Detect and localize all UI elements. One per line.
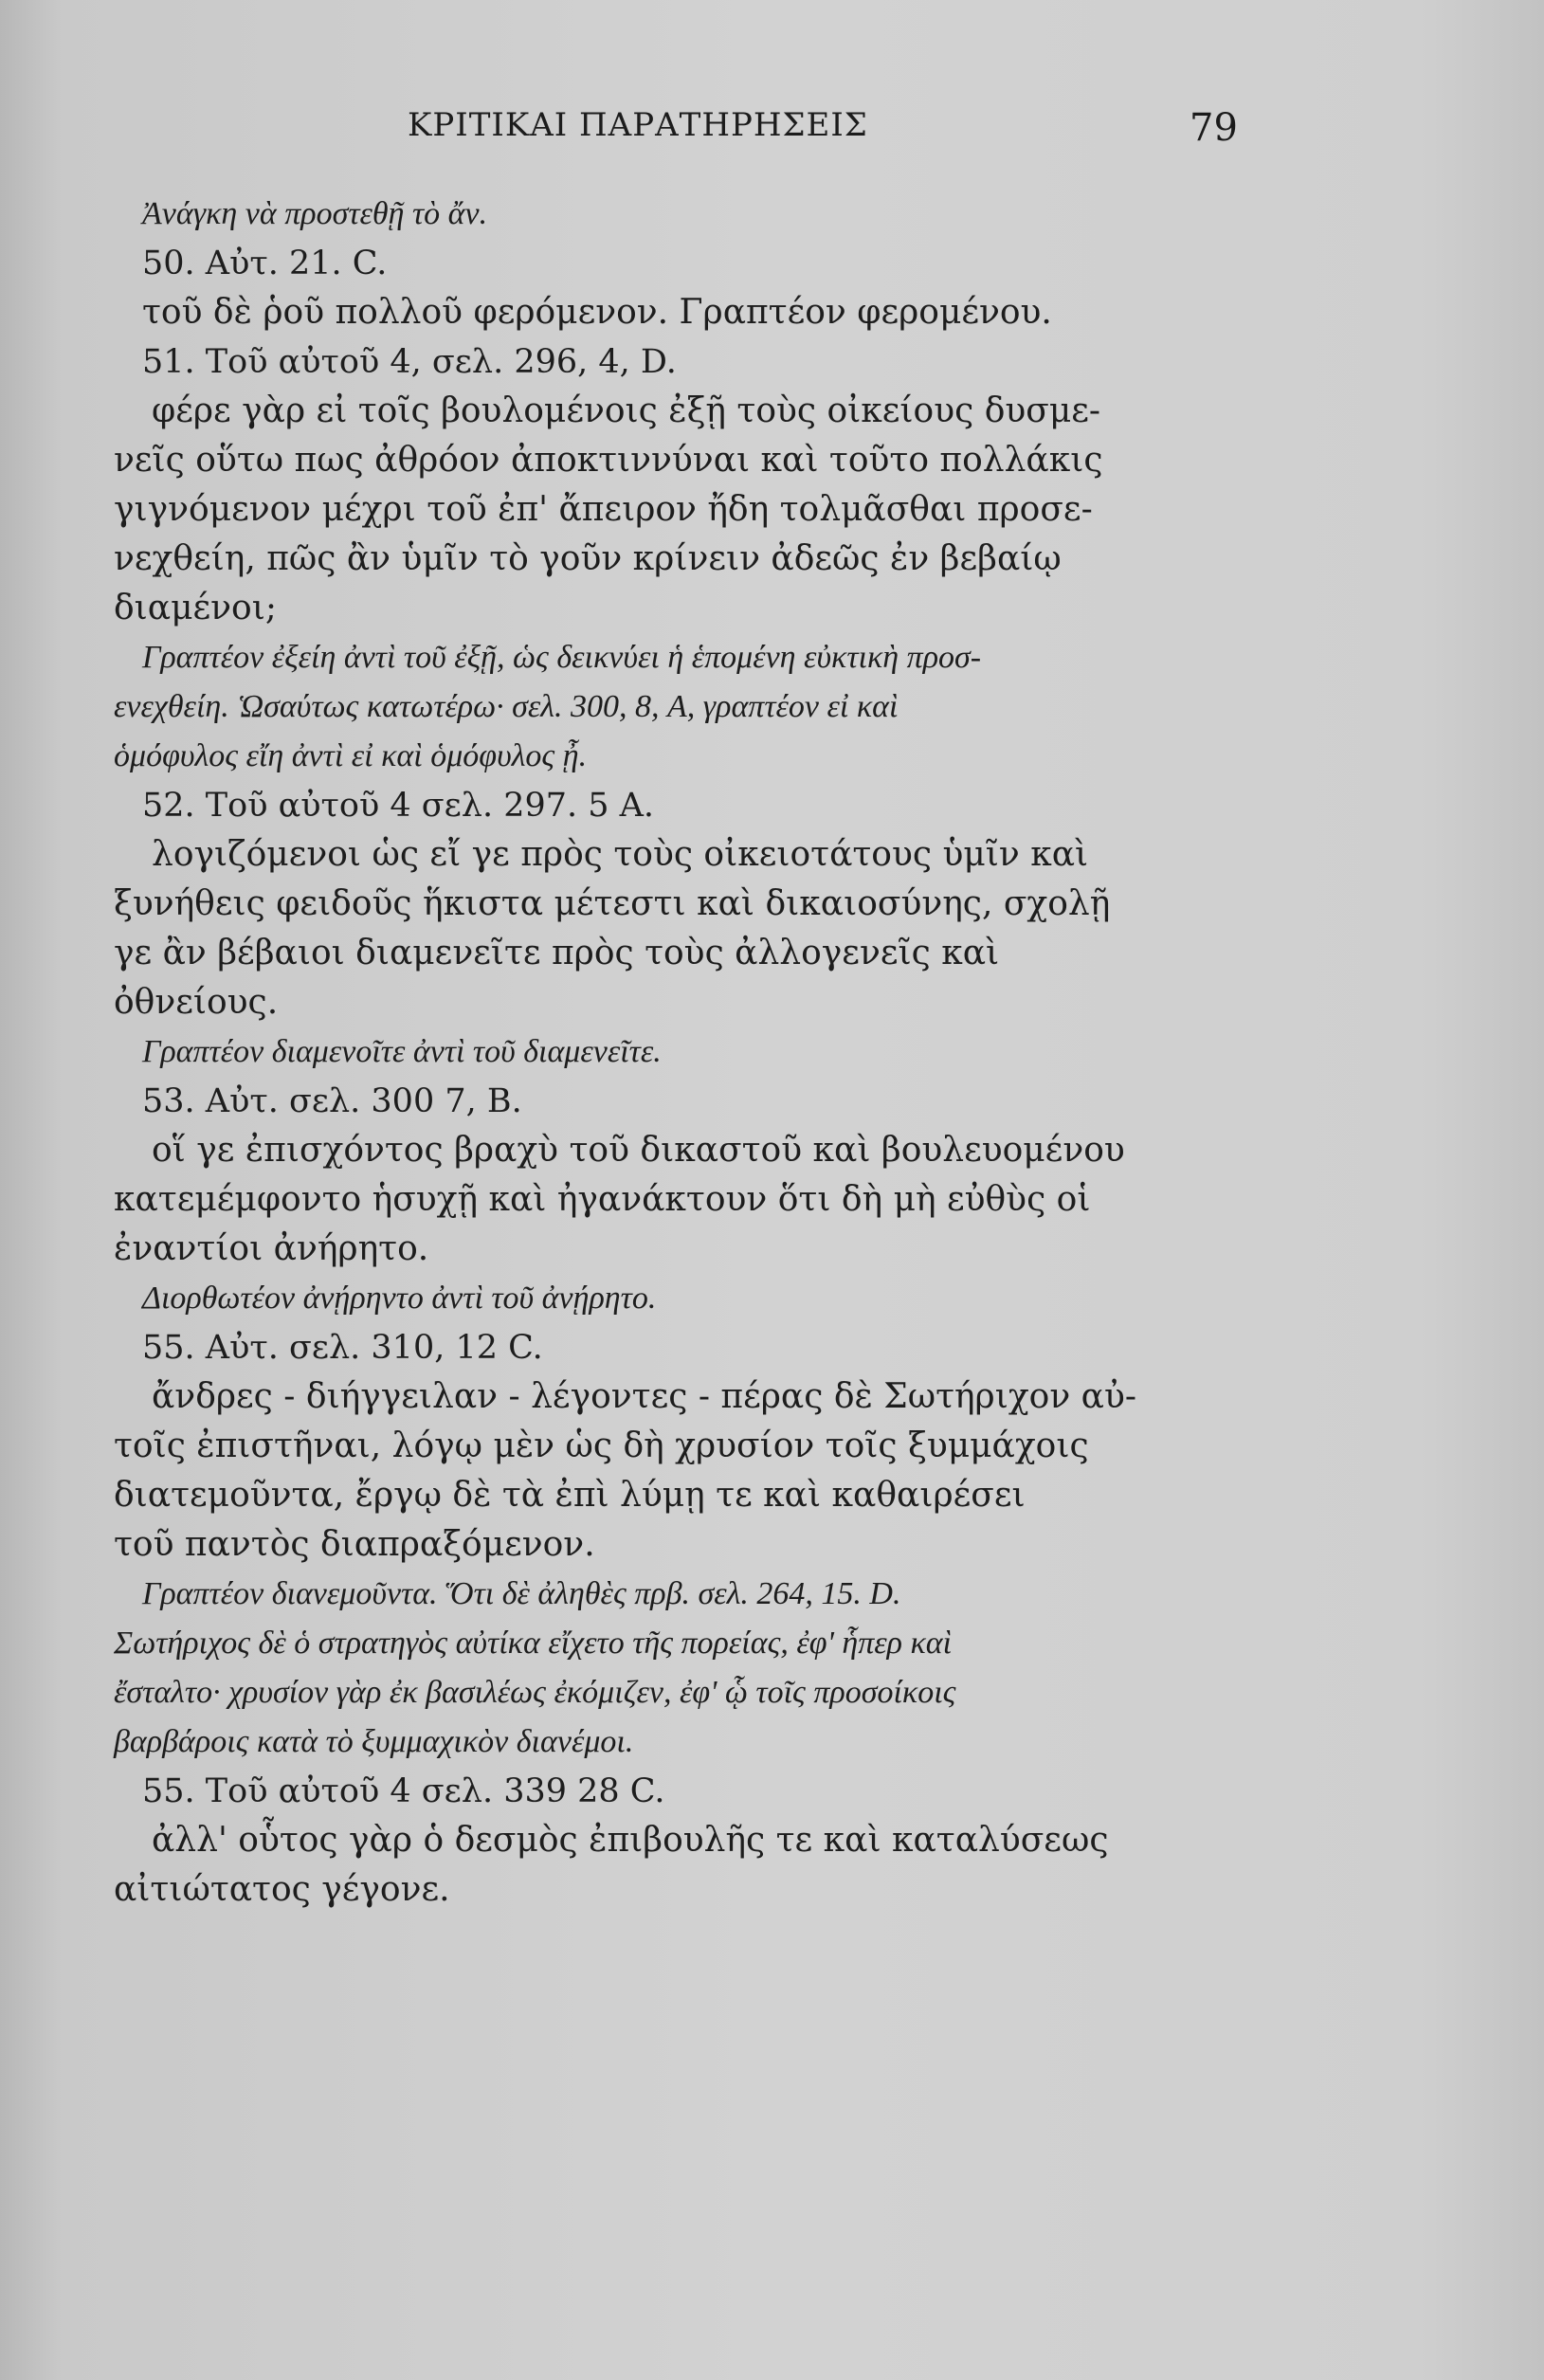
text-line: 50. Αὐτ. 21. C. [142, 245, 388, 282]
text-line: Γραπτέον διανεμοῦντα. Ὅτι δὲ ἀληθὲς πρβ. σελ. 264, 15. D. [142, 1576, 901, 1611]
text-line: Σωτήριχος δὲ ὁ στρατηγὸς αὐτίκα εἴχετο τῆς πορείας, ἐφ' ἧπερ καὶ [114, 1626, 953, 1661]
text-line: διαμένοι; [114, 589, 277, 627]
text-line: 53. Αὐτ. σελ. 300 7, B. [142, 1082, 522, 1120]
running-head: ΚΡΙΤΙΚΑΙ ΠΑΡΑΤΗΡΗΣΕΙΣ [408, 106, 868, 144]
text-line: ξυνήθεις φειδοῦς ἥκιστα μέτεστι καὶ δικαιοσύνης, σχολῇ [114, 884, 1111, 923]
text-line: νεῖς οὕτω πως ἀθρόον ἀποκτιννύναι καὶ τοῦτο πολλάκις [114, 441, 1103, 480]
page-number: 79 [1190, 106, 1238, 150]
text-line: 51. Τοῦ αὐτοῦ 4, σελ. 296, 4, D. [142, 343, 677, 381]
text-line: γιγνόμενον μέχρι τοῦ ἐπ' ἄπειρον ἤδη τολμᾶσθαι προσε- [114, 490, 1093, 529]
text-line: κατεμέμφοντο ἡσυχῇ καὶ ἠγανάκτουν ὅτι δὴ μὴ εὐθὺς οἱ [114, 1180, 1091, 1219]
text-line: ὀθνείους. [114, 983, 279, 1022]
text-line: 52. Τοῦ αὐτοῦ 4 σελ. 297. 5 A. [142, 787, 655, 825]
text-line: οἵ γε ἐπισχόντος βραχὺ τοῦ δικαστοῦ καὶ βουλευομένου [152, 1131, 1125, 1170]
text-line: Γραπτέον ἐξείη ἀντὶ τοῦ ἐξῇ, ὡς δεικνύει ἡ ἑπομένη εὐκτικὴ προσ- [142, 640, 982, 675]
text-line: ὁμόφυλος εἴη ἀντὶ εἰ καὶ ὁμόφυλος ᾖ. [114, 738, 588, 773]
text-line: ἄνδρες - διήγγειλαν - λέγοντες - πέρας δὲ Σωτήριχον αὐ- [152, 1377, 1137, 1416]
text-line: ενεχθείη. Ὡσαύτως κατωτέρω· σελ. 300, 8, A, γραπτέον εἰ καὶ [114, 689, 899, 724]
text-line: τοῦ δὲ ῥοῦ πολλοῦ φερόμενον. Γραπτέον φερομένου. [142, 293, 1052, 332]
text-line: γε ἂν βέβαιοι διαμενεῖτε πρὸς τοὺς ἀλλογενεῖς καὶ [114, 934, 1000, 972]
text-line: Διορθωτέον ἀνῄρηντο ἀντὶ τοῦ ἀνῄρητο. [142, 1281, 657, 1316]
text-line: νεχθείη, πῶς ἂν ὑμῖν τὸ γοῦν κρίνειν ἀδεῶς ἐν βεβαίῳ [114, 539, 1062, 578]
text-line: τοῖς ἐπιστῆναι, λόγῳ μὲν ὡς δὴ χρυσίον τοῖς ξυμμάχοις [114, 1426, 1089, 1465]
body-text [114, 190, 1261, 1915]
page-header [0, 106, 1544, 163]
text-line: 55. Τοῦ αὐτοῦ 4 σελ. 339 28 C. [142, 1772, 665, 1810]
text-line: ἀλλ' οὗτος γὰρ ὁ δεσμὸς ἐπιβουλῆς τε καὶ καταλύσεως [152, 1821, 1109, 1860]
text-line: ἐναντίοι ἀνήρητο. [114, 1229, 429, 1268]
text-line: φέρε γὰρ εἰ τοῖς βουλομένοις ἐξῇ τοὺς οἰκείους δυσμε- [152, 391, 1101, 430]
text-line: βαρβάροις κατὰ τὸ ξυμμαχικὸν διανέμοι. [114, 1724, 634, 1759]
text-line: ἔσταλτο· χρυσίον γὰρ ἐκ βασιλέως ἐκόμιζεν, ἐφ' ᾧ τοῖς προσοίκοις [114, 1675, 956, 1710]
text-line: Γραπτέον διαμενοῖτε ἀντὶ τοῦ διαμενεῖτε. [142, 1034, 662, 1069]
text-line: τοῦ παντὸς διαπραξόμενον. [114, 1525, 595, 1564]
text-line: διατεμοῦντα, ἔργῳ δὲ τὰ ἐπὶ λύμῃ τε καὶ καθαιρέσει [114, 1476, 1026, 1515]
text-line: Ἀνάγκη νὰ προστεθῇ τὸ ἄν. [142, 196, 488, 231]
text-line: λογιζόμενοι ὡς εἴ γε πρὸς τοὺς οἰκειοτάτους ὑμῖν καὶ [152, 835, 1089, 874]
text-line: 55. Αὐτ. σελ. 310, 12 C. [142, 1329, 543, 1367]
text-line: αἰτιώτατος γέγονε. [114, 1870, 450, 1909]
